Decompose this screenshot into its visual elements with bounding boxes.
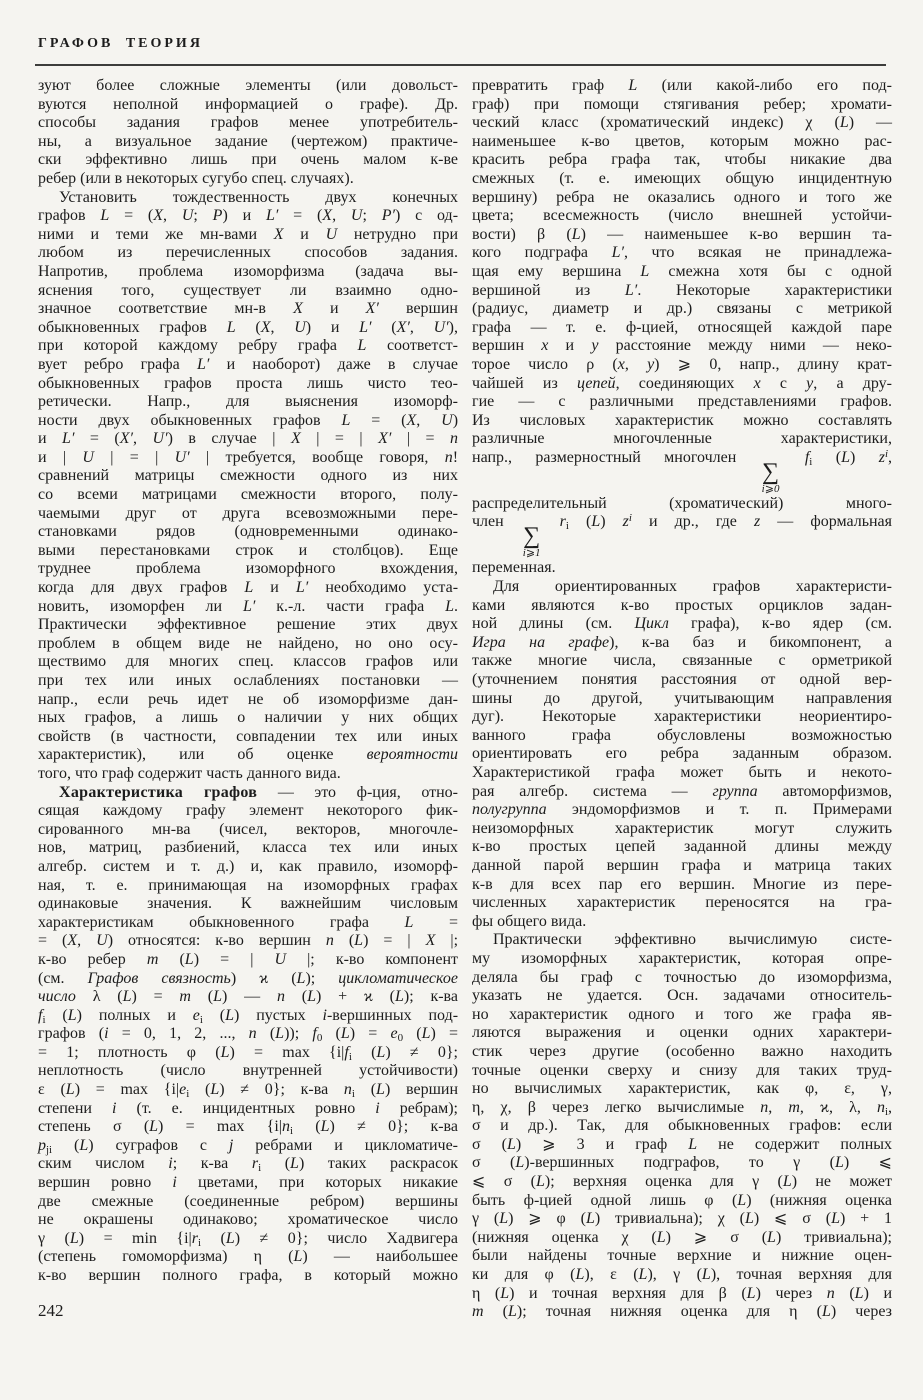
text-line: также многие числа, связанные с орметрикой [472,652,892,670]
text-line: зуют более сложные элементы (или довольст- [38,77,458,94]
text-line: напр., размерностный многочлен ∑ i⩾0 $f_i$ (L) $z^i$, [472,447,892,495]
text-line: σ и др.). Так, для обыкновенных графов: если [472,1117,892,1135]
text-line: ски эффективно лишь при очень малом к-ве [38,151,458,169]
text-line: вершин ровно i цветами, при которых никакие [38,1174,459,1192]
text-line: ляются выражения и оценки одних характери- [472,1024,892,1042]
text-line: граф) при помощи стягивания ребер; хромати- [472,95,892,113]
text-line: свойств (в частности, совпадении тех или иных [38,727,458,745]
text-line: и | U | = | U′ | требуется, вообще говоря, n! [38,448,459,466]
text-line: ними и теми же мн-вами X и U нетрудно при [38,225,459,243]
text-line: кого подграфа L′, что всякая не принадлежа- [472,244,892,262]
text-line: ная, т. е. принимающая на изоморфных графах [38,876,458,894]
text-line: вершину) ребра не оказались одного и того же [472,188,892,206]
text-line: распределительный (хроматический) много- [472,494,892,512]
text-line: Характеристика графов — это ф-ция, отно- [59,783,458,801]
text-line: когда для двух графов L и L′ необходимо уста- [38,579,459,597]
text-line: Напротив, проблема изоморфизма (задача вы- [38,262,458,280]
text-line: вуются неполной информацией о графе). Др. [38,95,458,113]
text-line: m (L); точная нижняя оценка для η (L) через [472,1303,892,1321]
text-line: цвета; всесмежность (число внешней устойчи- [472,207,892,225]
text-line: ных графов, а лишь о наличии у них общих [38,709,458,727]
text-line: стик через другие (особенно важно находить [472,1042,892,1060]
text-line: но вычислимых характеристик, как φ, ε, γ, [472,1080,892,1098]
text-line: превратить граф L (или какой-либо его под- [472,77,892,94]
text-line: γ (L) ⩾ φ (L) тривиальна); χ (L) ⩽ σ (L) + 1 [472,1210,892,1228]
text-line: му изоморфных характеристик, которая опре- [472,949,892,967]
text-line: сравнений матрицы смежности одного из них [38,467,458,485]
text-line: неизоморфных характеристик могут служить [472,819,892,837]
text-line: фы общего вида. [472,912,587,930]
text-line: графов L = (X, U; P) и L′ = (X, U; P′) с од- [38,207,459,225]
text-line: точные оценки сверху и снизу для таких труд- [472,1061,892,1079]
header-rule-divider [35,64,886,66]
text-line: к-во вершин полного графа, в который можно [38,1267,458,1284]
text-line: указать не удается. Осн. задачами относитель- [472,987,892,1005]
text-line: Игра на графе), к-ва баз и бикомпонент, а [472,633,892,651]
text-line: одинаковые значения. К важнейшим числовым [38,895,458,913]
text-line: но характеристик одного и того же графа яв- [472,1005,892,1023]
text-line: степень σ $(L) = \max \{i|n_i$ (L) ≠ 0}; к-ва [38,1118,458,1138]
text-line: алгебр. систем и т. д.) и, как правило, изоморф- [38,857,458,875]
body-text [38,77,892,1322]
text-line: быть ф-цией одной лишь φ (L) (нижняя оценка [472,1191,892,1209]
text-line: член ∑ i⩾1 $r_i$ (L) $z^i$ и др., где z — формальная [472,512,893,560]
text-line: к-во простых цепей заданной длины между [472,838,892,856]
summation-symbol: ∑ i⩾1 [522,523,541,560]
text-line: сированного мн-ва (чисел, векторов, многочле- [38,820,458,838]
text-line: характеристик), или об оценке вероятности [38,746,458,764]
text-line: к-в для всех пар его вершин. Многие из пере- [472,875,892,893]
text-line: ны, а визуальное задание (чертежом) практиче- [38,132,458,150]
text-line: ским числом i; к-ва $r_i$ (L) таких раскрасок [38,1155,459,1175]
text-line: ческий класс (хроматический индекс) χ (L) — [472,114,892,132]
text-line: выми перестановками строк и столбцов). Еще [38,541,458,559]
text-line: дуг). Некоторые характеристики неориентиро- [472,708,892,726]
text-line: торое число ρ (x, y) ⩾ 0, напр., длину крат- [472,355,893,373]
text-line: (уточнением понятия расстояния от одной вер- [472,671,892,689]
text-line: щая ему вершина L смежна хотя бы с одной [472,262,892,280]
text-line: ками являются к-во простых орциклов задан- [472,596,892,614]
text-line: характеристикам обыкновенного графа L = [38,913,458,931]
text-line: неплотность (число внутренней устойчивости) [38,1062,458,1080]
text-line: = (X, U) относятся: к-во вершин n (L) = | X |; [38,932,459,950]
text-line: Установить тождественность двух конечных [59,188,458,206]
text-line: и L′ = (X′, U′) в случае | X | = | X′ | = n [38,430,459,448]
text-line: ребер (или в некоторых сугубо спец. случаях). [38,169,354,187]
running-head: ГРАФОВ ТЕОРИЯ [38,36,203,51]
text-line: η, χ, β через легко вычислимые n, m, ϰ, λ, $n_i$, [472,1098,893,1118]
right-column [472,77,892,1322]
text-line: нов, матриц, разбиений, класса тех или иных [38,839,458,857]
text-line: данной парой вершин графа и матрица таких [472,856,892,874]
text-line: напр., если речь идет не об изоморфизме дан- [38,690,458,708]
text-line: чайшей из цепей, соединяющих x с y, а дру- [472,374,892,392]
text-line: проблем в общем виде не найдено, но оно осу- [38,634,458,652]
summation-symbol: ∑ i⩾0 [761,458,780,495]
text-line: графа — т. е. ф-цией, относящей каждой паре [472,318,892,336]
text-line: к-во ребер m (L) = | U |; к-во компонент [38,950,458,968]
text-line: ной длины (см. Цикл графа), к-во ядер (см. [472,615,892,633]
text-line: $p_{ji}$ (L) суграфов с j ребрами и цикломатиче- [38,1136,459,1156]
text-line: $f_i$ (L) полных и $e_i$ (L) пустых i-вершинных под- [38,1006,459,1026]
text-line: полугруппа эндоморфизмов и т. п. Примерами [472,801,892,819]
text-line: различные многочленные характеристики, [472,430,892,448]
text-line: вершиной из L′. Некоторые характеристики [472,281,892,299]
text-line: η (L) и точная верхняя для β (L) через n (L) и [472,1284,893,1302]
text-line: любом из перечисленных способов задания. [38,244,458,262]
text-line: способы задания графов менее употребитель- [38,114,458,132]
text-line: Практически эффективно вычислимую систе- [493,931,892,949]
text-line: σ (L)-вершинных подграфов, то γ (L) ⩽ [472,1154,893,1172]
text-line: (нижняя оценка χ (L) ⩾ σ (L) тривиальна); [472,1228,893,1246]
text-line: Для ориентированных графов характеристи- [493,578,892,596]
text-line: графов (i = 0, 1, 2, ..., n (L)); $f_0$ $(L) = e_0$ (L) = [38,1025,459,1045]
text-line: ности двух обыкновенных графов L = (X, U) [38,411,459,429]
text-line: ществимо для многих спец. классов графов или [38,653,458,671]
text-line: переменная. [472,559,556,577]
text-line: не окрашены одинаково; хроматическое число [38,1211,458,1229]
text-line: вует ребро графа L′ и наоборот) даже в случае [38,355,459,373]
text-line: (радиус, диаметр и др.) связаны с метрикой [472,300,892,318]
text-line: степени i (т. е. инцидентных ровно i ребрам); [38,1099,458,1117]
text-line: того, что граф содержит часть данного вида. [38,764,341,782]
text-line: красить ребра графа так, чтобы никакие два [472,151,892,169]
text-line: чаемыми друг от друга всевозможными пере- [38,504,458,522]
text-line: ретически. Напр., для выяснения изоморф- [38,393,458,411]
text-line: обыкновенных графов проста лишь чисто тео- [38,374,458,392]
text-line: шины до другой, учитывающим направления [472,689,892,707]
text-line: вости) β (L) — наименьшее к-во вершин та- [472,225,892,243]
text-line: ориентировать его ребра заданным образом. [472,745,892,763]
text-line: смежных (т. е. имеющих общую инцидентную [472,169,892,187]
text-line: ⩽ σ (L); верхняя оценка для γ (L) не может [472,1173,892,1191]
text-line: труднее проблема изоморфного вхождения, [38,560,458,578]
text-line: новить, изоморфен ли L′ к.-л. части графа L. [38,597,459,615]
text-line: были найдены точные верхние и нижние оцен- [472,1247,892,1265]
page-number: 242 [38,1301,64,1320]
text-line: ε $(L) = \max \{i|e_i$ (L) ≠ 0}; к-ва $n_i$ (L) вершин [38,1081,459,1101]
left-column [38,77,458,1322]
text-line: сящая каждому графу элемент некоторого фик- [38,802,458,820]
text-line: вершин x и y расстояние между ними — неко- [472,337,893,355]
text-line: γ $(L) = \min \{i|r_i$ (L) ≠ 0}; число Хадвигера [38,1229,459,1249]
text-line: при тех или иных ослаблениях постановки — [38,672,458,689]
text-line: яснения того, существует ли взаимно одно- [38,281,458,299]
text-line: σ (L) ⩾ 3 и граф L не содержит полных [472,1135,893,1153]
text-line: значное соответствие мн-в X и X′ вершин [38,300,458,318]
text-line: обыкновенных графов L (X, U) и L′ (X′, U′), [38,318,458,336]
text-line: число λ (L) = m (L) — n (L) + ϰ (L); к-ва [38,988,459,1006]
text-line: Характеристикой графа может быть и некото- [472,764,892,781]
text-line: рая алгебр. система — группа автоморфизмов, [472,782,892,800]
text-line: = 1; плотность φ $(L) = \max \{i|f_i$ (L) ≠ 0}; [38,1043,458,1063]
text-line: ванного графа обусловлены возможностью [472,726,892,744]
text-line: при которой каждому ребру графа L соответст- [38,337,458,355]
text-line: Практически эффективное решение этих двух [38,616,458,634]
text-line: Из числовых характеристик можно составлять [472,411,892,429]
text-line: становками рядов (одновременными одинако- [38,523,458,541]
text-line: численных характеристик переносятся на гра- [472,894,892,912]
text-line: со всеми матрицами смежности второго, полу- [38,486,458,504]
text-line: гие — с различными представлениями графов. [472,393,892,411]
text-line: (см. Графов связность) ϰ (L); цикломатическое [38,969,458,987]
text-line: ки для φ (L), ε (L), γ (L), точная верхняя для [472,1266,893,1284]
text-line: две смежные (соединенные ребром) вершины [38,1192,458,1210]
text-line: наименьшее к-во цветов, которым можно рас- [472,132,892,150]
text-line: (степень гомоморфизма) η (L) — наибольшее [38,1248,458,1266]
text-line: деляла бы граф с точностью до изоморфизма, [472,968,892,986]
